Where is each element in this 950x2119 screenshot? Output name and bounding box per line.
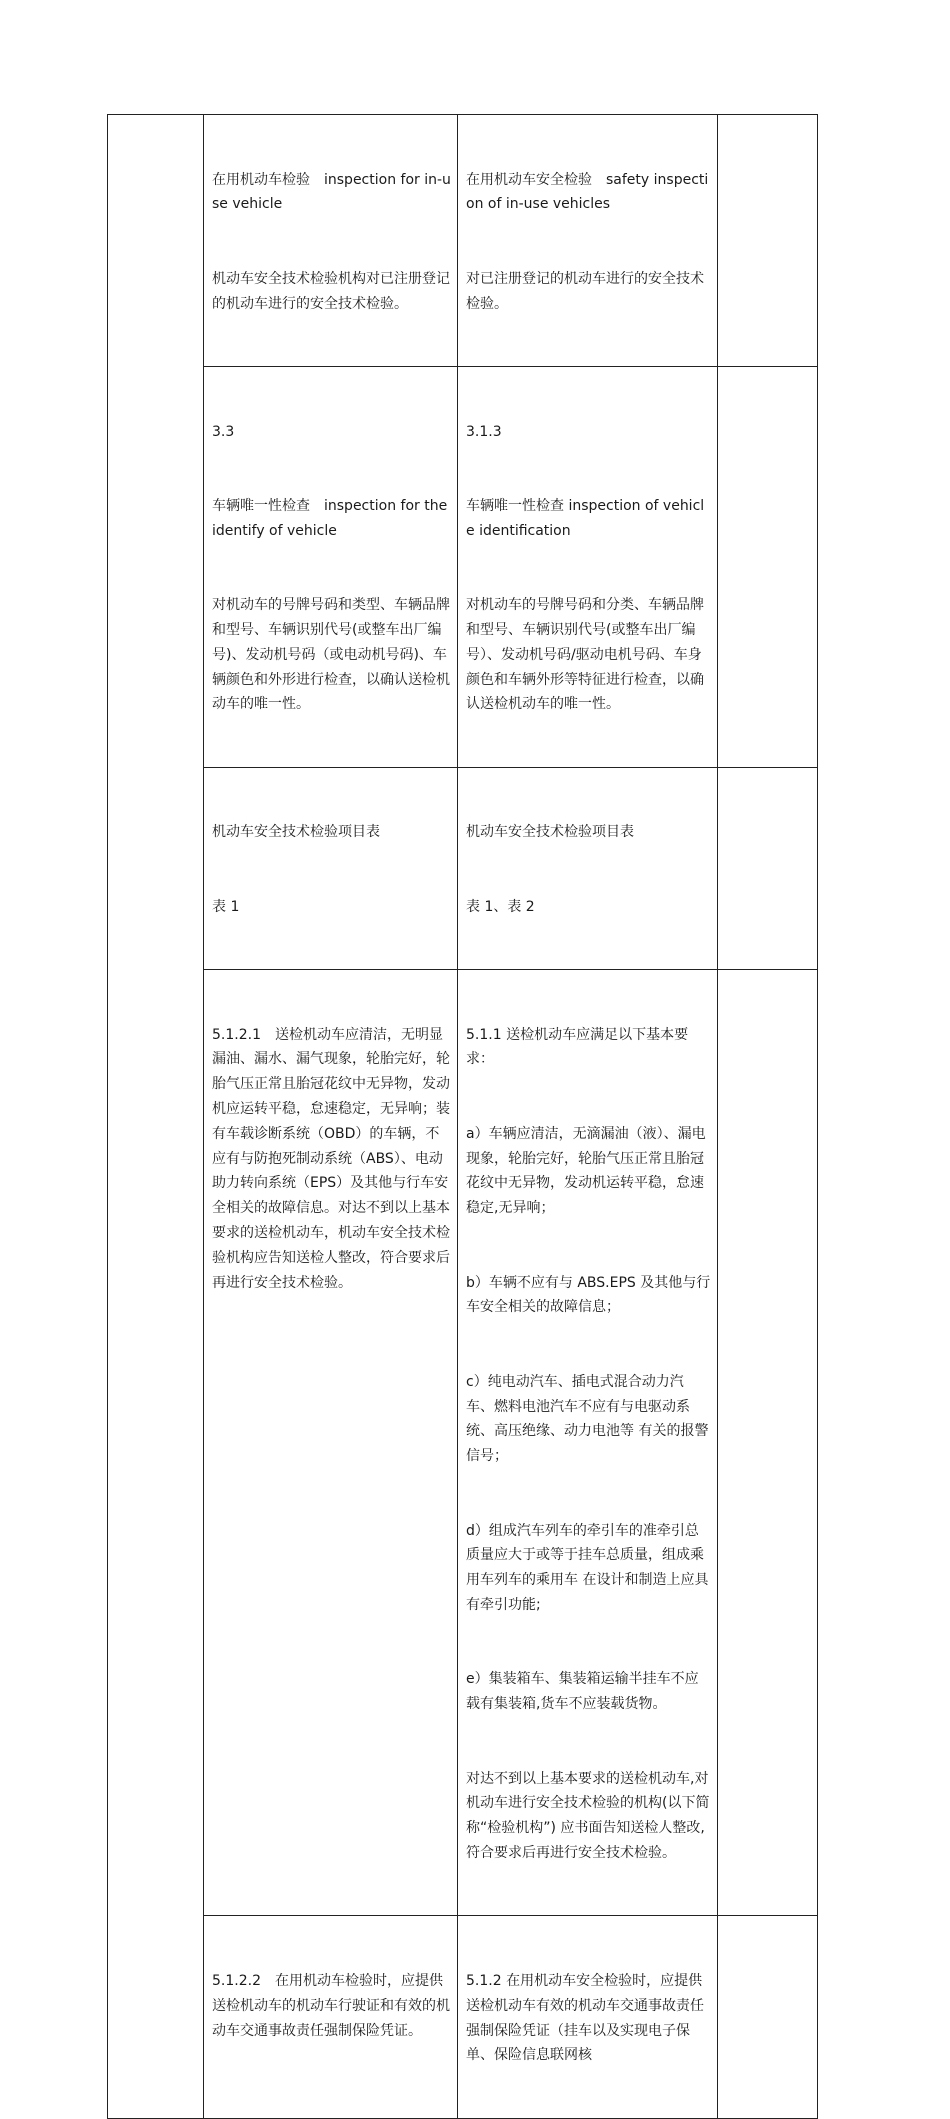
paragraph: 表 1 bbox=[212, 898, 240, 915]
blank-cell bbox=[108, 115, 204, 2119]
paragraph: 5.1.2 在用机动车安全检验时，应提供送检机动车有效的机动车交通事故责任强制保险凭证（挂车以及实现电子保单、保险信息联网核 bbox=[466, 1972, 704, 2064]
paragraph: a）车辆应清洁，无滴漏油（液）、漏电现象，轮胎完好，轮胎气压正常且胎冠花纹中无异物，发动机运转平稳，怠速稳定,无异响； bbox=[466, 1125, 706, 1217]
paragraph: 表 1、表 2 bbox=[466, 898, 535, 915]
revised-text-cell bbox=[458, 970, 718, 1916]
paragraph: c）纯电动汽车、插电式混合动力汽车、燃料电池汽车不应有与电驱动系统、高压绝缘、动力电池等 有关的报警信号； bbox=[466, 1373, 709, 1465]
comparison-table bbox=[107, 114, 818, 2119]
paragraph: 对已注册登记的机动车进行的安全技术检验。 bbox=[466, 270, 704, 312]
paragraph: 5.1.1 送检机动车应满足以下基本要求： bbox=[466, 1026, 689, 1068]
paragraph: 对达不到以上基本要求的送检机动车,对机动车进行安全技术检验的机构(以下简称“检验机构”) 应书面告知送检人整改,符合要求后再进行安全技术检验。 bbox=[466, 1770, 710, 1861]
original-text-cell bbox=[204, 1916, 458, 2118]
paragraph: 车辆唯一性检查 inspection for the identify of vehicle bbox=[212, 497, 452, 539]
paragraph: 在用机动车安全检验 safety inspection of in-use vehicles bbox=[466, 171, 709, 213]
remark-cell bbox=[718, 366, 818, 767]
original-text-cell bbox=[204, 366, 458, 767]
paragraph: 3.3 bbox=[212, 423, 235, 440]
remark-cell bbox=[718, 767, 818, 969]
original-text-cell bbox=[204, 970, 458, 1916]
paragraph: e）集装箱车、集装箱运输半挂车不应载有集装箱,货车不应装载货物。 bbox=[466, 1671, 699, 1713]
revised-text-cell bbox=[458, 1916, 718, 2118]
paragraph: 机动车安全技术检验项目表 bbox=[212, 824, 380, 841]
remark-cell bbox=[718, 115, 818, 367]
original-text-cell bbox=[204, 767, 458, 969]
revised-text-cell bbox=[458, 767, 718, 969]
paragraph: 在用机动车检验 inspection for in-use vehicle bbox=[212, 171, 451, 213]
paragraph: 机动车安全技术检验项目表 bbox=[466, 824, 634, 841]
table-row bbox=[108, 366, 818, 767]
table-row bbox=[108, 1916, 818, 2118]
paragraph: d）组成汽车列车的牵引车的准牵引总质量应大于或等于挂车总质量，组成乘用车列车的乘用车 在设计和制造上应具有牵引功能; bbox=[466, 1522, 709, 1614]
remark-cell bbox=[718, 970, 818, 1916]
remark-cell bbox=[718, 1916, 818, 2118]
paragraph: 车辆唯一性检查 inspection of vehicle identification bbox=[466, 497, 705, 539]
paragraph: b）车辆不应有与 ABS.EPS 及其他与行车安全相关的故障信息； bbox=[466, 1274, 711, 1316]
table-row bbox=[108, 115, 818, 367]
table-row bbox=[108, 970, 818, 1916]
paragraph: 对机动车的号牌号码和类型、车辆品牌和型号、车辆识别代号(或整车出厂编号)、发动机号码（或电动机号码)、车辆颜色和外形进行检查，以确认送检机动车的唯一性。 bbox=[212, 597, 450, 713]
paragraph: 5.1.2.1 送检机动车应清洁，无明显漏油、漏水、漏气现象，轮胎完好，轮胎气压正常且胎冠花纹中无异物，发动机应运转平稳，怠速稳定，无异响；装有车载诊断系统（OBD）的车辆，不应有与防抱死制动系统（ABS）、电动助力转向系统（EPS）及其他与行车安全相关的故障信息。对达不到以上基本要求的送检机动车，机动车安全技术检验机构应告知送检人整改，符合要求后再进行安全技术检验。 bbox=[212, 1026, 450, 1291]
paragraph: 5.1.2.2 在用机动车检验时，应提供送检机动车的机动车行驶证和有效的机动车交通事故责任强制保险凭证。 bbox=[212, 1972, 450, 2039]
revised-text-cell bbox=[458, 115, 718, 367]
revised-text-cell bbox=[458, 366, 718, 767]
paragraph: 3.1.3 bbox=[466, 423, 502, 440]
table-row bbox=[108, 767, 818, 969]
paragraph: 机动车安全技术检验机构对已注册登记的机动车进行的安全技术检验。 bbox=[212, 270, 450, 312]
original-text-cell bbox=[204, 115, 458, 367]
paragraph: 对机动车的号牌号码和分类、车辆品牌和型号、车辆识别代号(或整车出厂编号）、发动机号码/驱动电机号码、车身颜色和车辆外形等特征进行检查，以确认送检机动车的唯一性。 bbox=[466, 597, 704, 713]
